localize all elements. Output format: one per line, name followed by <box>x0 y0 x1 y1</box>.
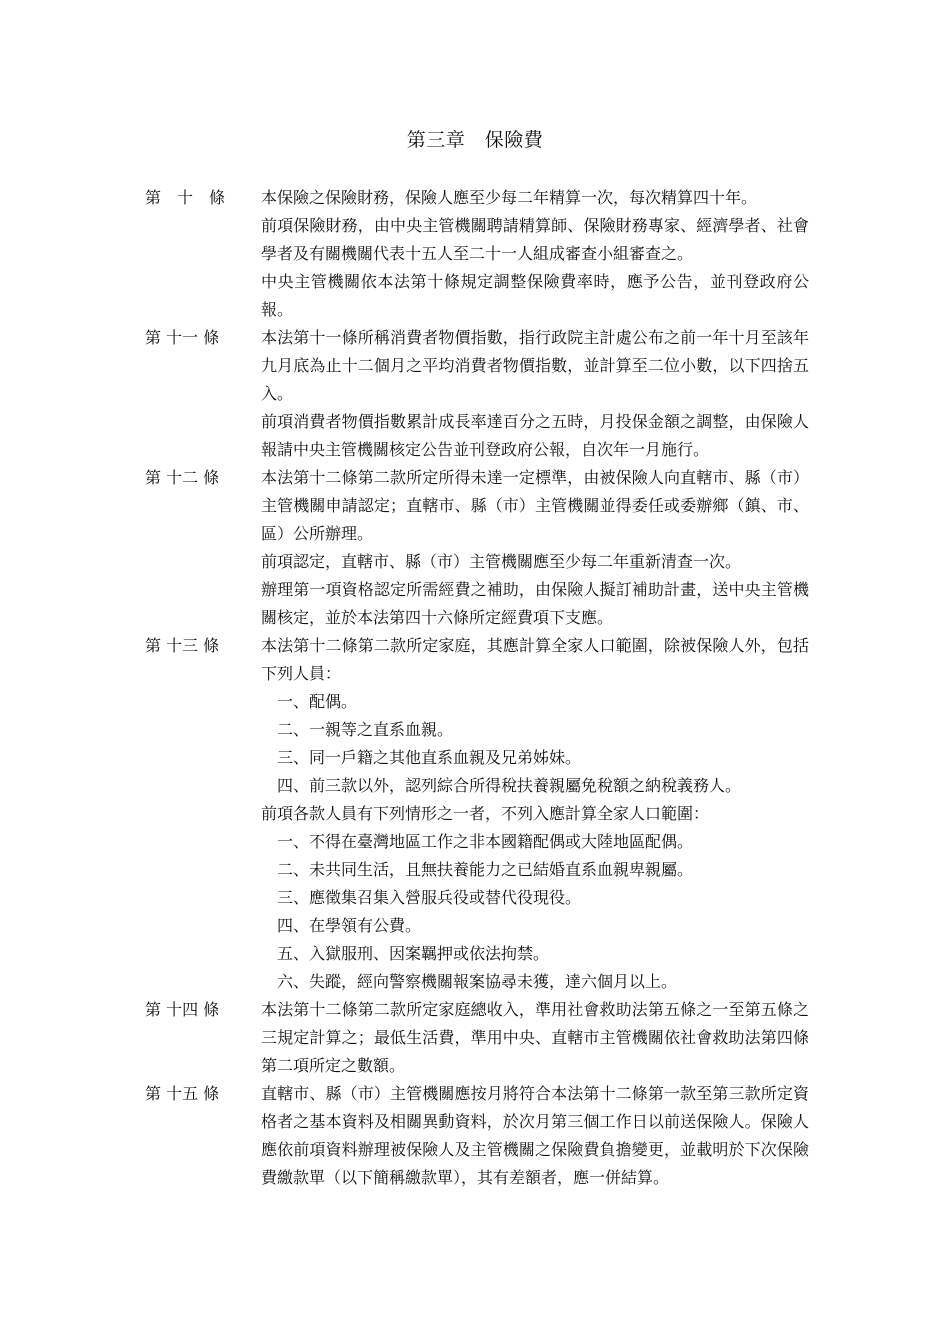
article-label: 第 十三 條 <box>145 636 220 655</box>
article-10 <box>145 184 810 324</box>
paragraph: 中央主管機關依本法第十條規定調整保險費率時，應予公告，並刊登政府公報。 <box>261 272 809 319</box>
list-item: 四、在學領有公費。 <box>277 916 422 935</box>
list-item: 六、失蹤，經向警察機關報案協尋未獲，達六個月以上。 <box>277 972 678 991</box>
article-body <box>261 324 809 464</box>
list-item: 三、同一戶籍之其他直系血親及兄弟姊妹。 <box>277 748 582 767</box>
article-label: 第 十四 條 <box>145 1000 220 1019</box>
article-body <box>261 464 809 632</box>
paragraph: 前項保險財務，由中央主管機關聘請精算師、保險財務專家、經濟學者、社會學者及有關機關代表十五人至二十一人組成審查小組審查之。 <box>261 216 809 263</box>
list-item: 二、一親等之直系血親。 <box>277 720 454 739</box>
article-body <box>261 184 809 324</box>
paragraph: 辦理第一項資格認定所需經費之補助，由保險人擬訂補助計畫，送中央主管機關核定，並於本法第四十六條所定經費項下支應。 <box>261 580 809 627</box>
item-list <box>261 828 809 996</box>
paragraph: 前項各款人員有下列情形之一者，不列入應計算全家人口範圍： <box>261 804 710 823</box>
article-list <box>145 184 810 1192</box>
paragraph: 本法第十二條第二款所定家庭總收入，準用社會救助法第五條之一至第五條之三規定計算之；最低生活費，準用中央、直轄市主管機關依社會救助法第四條第二項所定之數額。 <box>261 1000 809 1075</box>
paragraph: 本法第十二條第二款所定所得未達一定標準，由被保險人向直轄市、縣（市）主管機關申請認定；直轄市、縣（市）主管機關並得委任或委辦鄉（鎮、市、區）公所辦理。 <box>261 468 809 543</box>
list-item: 三、應徵集召集入營服兵役或替代役現役。 <box>277 888 582 907</box>
paragraph: 本法第十一條所稱消費者物價指數，指行政院主計處公布之前一年十月至該年九月底為止十二個月之平均消費者物價指數，並計算至二位小數，以下四捨五入。 <box>261 328 809 403</box>
paragraph: 前項消費者物價指數累計成長率達百分之五時，月投保金額之調整，由保險人報請中央主管機關核定公告並刊登政府公報，自次年一月施行。 <box>261 412 809 459</box>
article-14 <box>145 996 810 1080</box>
paragraph: 直轄市、縣（市）主管機關應按月將符合本法第十二條第一款至第三款所定資格者之基本資料及相關異動資料，於次月第三個工作日以前送保險人。保險人應依前項資料辦理被保險人及主管機關之保險費負擔變更，並載明於下次保險費繳款單（以下簡稱繳款單），其有差額者，應一併結算。 <box>261 1084 809 1187</box>
article-12 <box>145 464 810 632</box>
list-item: 一、不得在臺灣地區工作之非本國籍配偶或大陸地區配偶。 <box>277 832 694 851</box>
paragraph: 前項認定，直轄市、縣（市）主管機關應至少每二年重新清查一次。 <box>261 552 742 571</box>
article-label: 第 十五 條 <box>145 1084 220 1103</box>
list-item: 五、入獄服刑、因案羈押或依法拘禁。 <box>277 944 550 963</box>
article-body <box>261 1080 809 1192</box>
article-13 <box>145 632 810 996</box>
list-item: 二、未共同生活，且無扶養能力之已結婚直系血親卑親屬。 <box>277 860 694 879</box>
article-label: 第 十 條 <box>145 188 226 207</box>
article-body <box>261 632 809 996</box>
article-body <box>261 996 809 1080</box>
article-15 <box>145 1080 810 1192</box>
paragraph: 本法第十二條第二款所定家庭，其應計算全家人口範圍，除被保險人外，包括下列人員： <box>261 636 809 683</box>
item-list <box>261 688 809 800</box>
list-item: 一、配偶。 <box>277 692 358 711</box>
article-11 <box>145 324 810 464</box>
chapter-title: 第三章 保險費 <box>406 129 544 151</box>
paragraph: 本保險之保險財務，保險人應至少每二年精算一次，每次精算四十年。 <box>261 188 758 207</box>
list-item: 四、前三款以外，認列綜合所得稅扶養親屬免稅額之納稅義務人。 <box>277 776 742 795</box>
article-label: 第 十二 條 <box>145 468 220 487</box>
article-label: 第 十一 條 <box>145 328 220 347</box>
